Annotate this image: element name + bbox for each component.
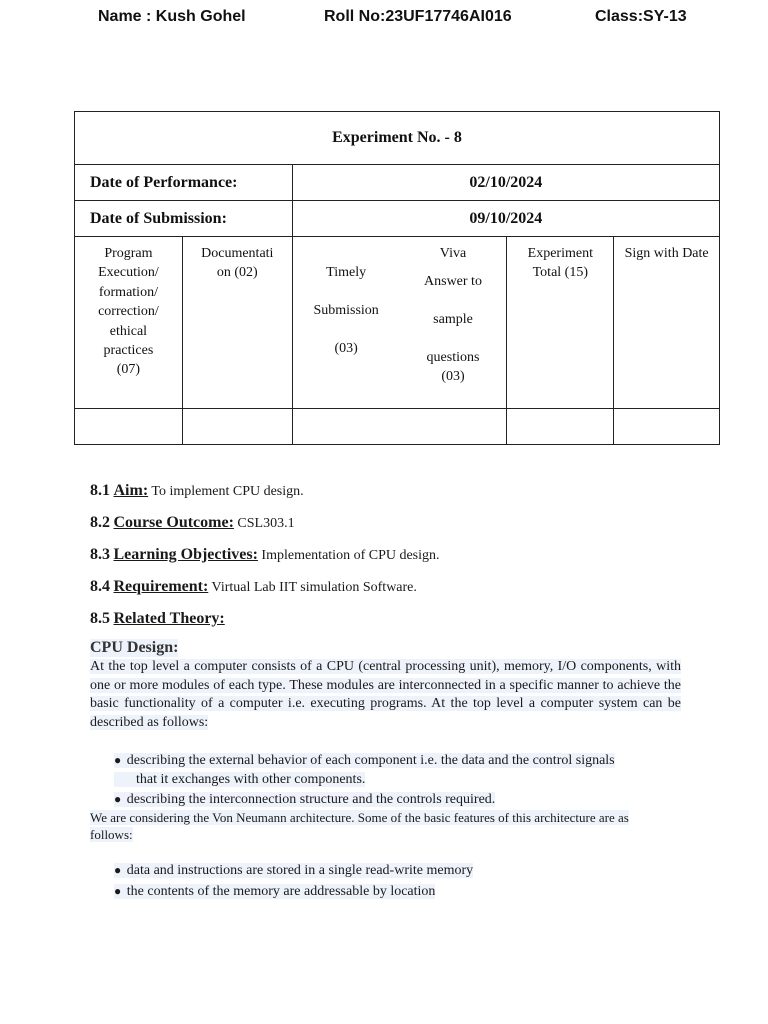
related-theory-heading: Related Theory: xyxy=(113,610,225,627)
performance-date: 02/10/2024 xyxy=(292,165,719,201)
cpu-design-paragraph: At the top level a computer consists of a CPU (central processing unit), memory, I/O components, with one or more modules of each type. These modules are interconnected in a specific manner to achieve the basic functionality of a computer i.e. executing programs. At the top level a computer system can be described as follows: xyxy=(90,659,681,730)
documentation-header: Documentati on (02) xyxy=(182,237,292,409)
aim-text: To implement CPU design. xyxy=(151,484,304,499)
learning-objectives-heading: Learning Objectives: xyxy=(113,546,258,563)
roll-number: Roll No:23UF17746AI016 xyxy=(324,8,512,25)
bullet-icon: ● xyxy=(114,792,122,806)
timely-viva-score-cell xyxy=(292,409,507,445)
list-item: ● describing the external behavior of each component i.e. the data and the control signals that it exchanges with other components. xyxy=(114,753,615,787)
sign-cell xyxy=(614,409,720,445)
experiment-table xyxy=(74,111,720,445)
performance-label: Date of Performance: xyxy=(75,165,293,201)
related-theory-section: 8.5 Related Theory: xyxy=(90,610,225,627)
list-item: ● the contents of the memory are addressable by location xyxy=(114,883,436,899)
bullet-icon: ● xyxy=(114,883,122,898)
course-outcome-heading: Course Outcome: xyxy=(113,514,234,531)
requirement-text: Virtual Lab IIT simulation Software. xyxy=(211,580,417,595)
timely-submission-header: Timely Submission (03) xyxy=(313,265,379,356)
list-item: ● describing the interconnection structure and the controls required. xyxy=(114,792,496,807)
cpu-design-heading: CPU Design: xyxy=(90,639,179,656)
course-outcome-section: 8.2 Course Outcome: CSL303.1 xyxy=(90,514,295,531)
component-bullet-list xyxy=(114,751,674,811)
sign-with-date-header: Sign with Date xyxy=(614,237,720,409)
total-score-cell xyxy=(507,409,614,445)
timely-viva-header xyxy=(292,237,507,409)
program-score-cell xyxy=(75,409,183,445)
experiment-total-header: Experiment Total (15) xyxy=(507,237,614,409)
requirement-section: 8.4 Requirement: Virtual Lab IIT simulation Software. xyxy=(90,578,417,595)
aim-section: 8.1 Aim: To implement CPU design. xyxy=(90,482,304,499)
submission-label: Date of Submission: xyxy=(75,201,293,237)
viva-header: Viva Answer to sample questions (03) xyxy=(424,246,482,384)
submission-date: 09/10/2024 xyxy=(292,201,719,237)
bullet-icon: ● xyxy=(114,753,122,767)
bullet-icon: ● xyxy=(114,863,122,877)
student-name: Name : Kush Gohel xyxy=(98,8,246,25)
requirement-heading: Requirement: xyxy=(113,578,209,595)
learning-objectives-text: Implementation of CPU design. xyxy=(261,548,440,563)
student-header xyxy=(0,8,768,28)
program-execution-header: Program Execution/ formation/ correction/ ethical practices (07) xyxy=(75,237,183,409)
course-outcome-text: CSL303.1 xyxy=(237,516,295,531)
aim-heading: Aim: xyxy=(113,482,149,499)
class-label: Class:SY-13 xyxy=(595,8,687,25)
list-item: ● data and instructions are stored in a single read-write memory xyxy=(114,863,474,878)
memory-bullet-list xyxy=(114,861,674,902)
von-neumann-paragraph: We are considering the Von Neumann architecture. Some of the basic features of this architecture are as follows: xyxy=(90,810,629,842)
learning-objectives-section: 8.3 Learning Objectives: Implementation of CPU design. xyxy=(90,546,440,563)
experiment-title: Experiment No. - 8 xyxy=(75,112,720,165)
documentation-score-cell xyxy=(182,409,292,445)
